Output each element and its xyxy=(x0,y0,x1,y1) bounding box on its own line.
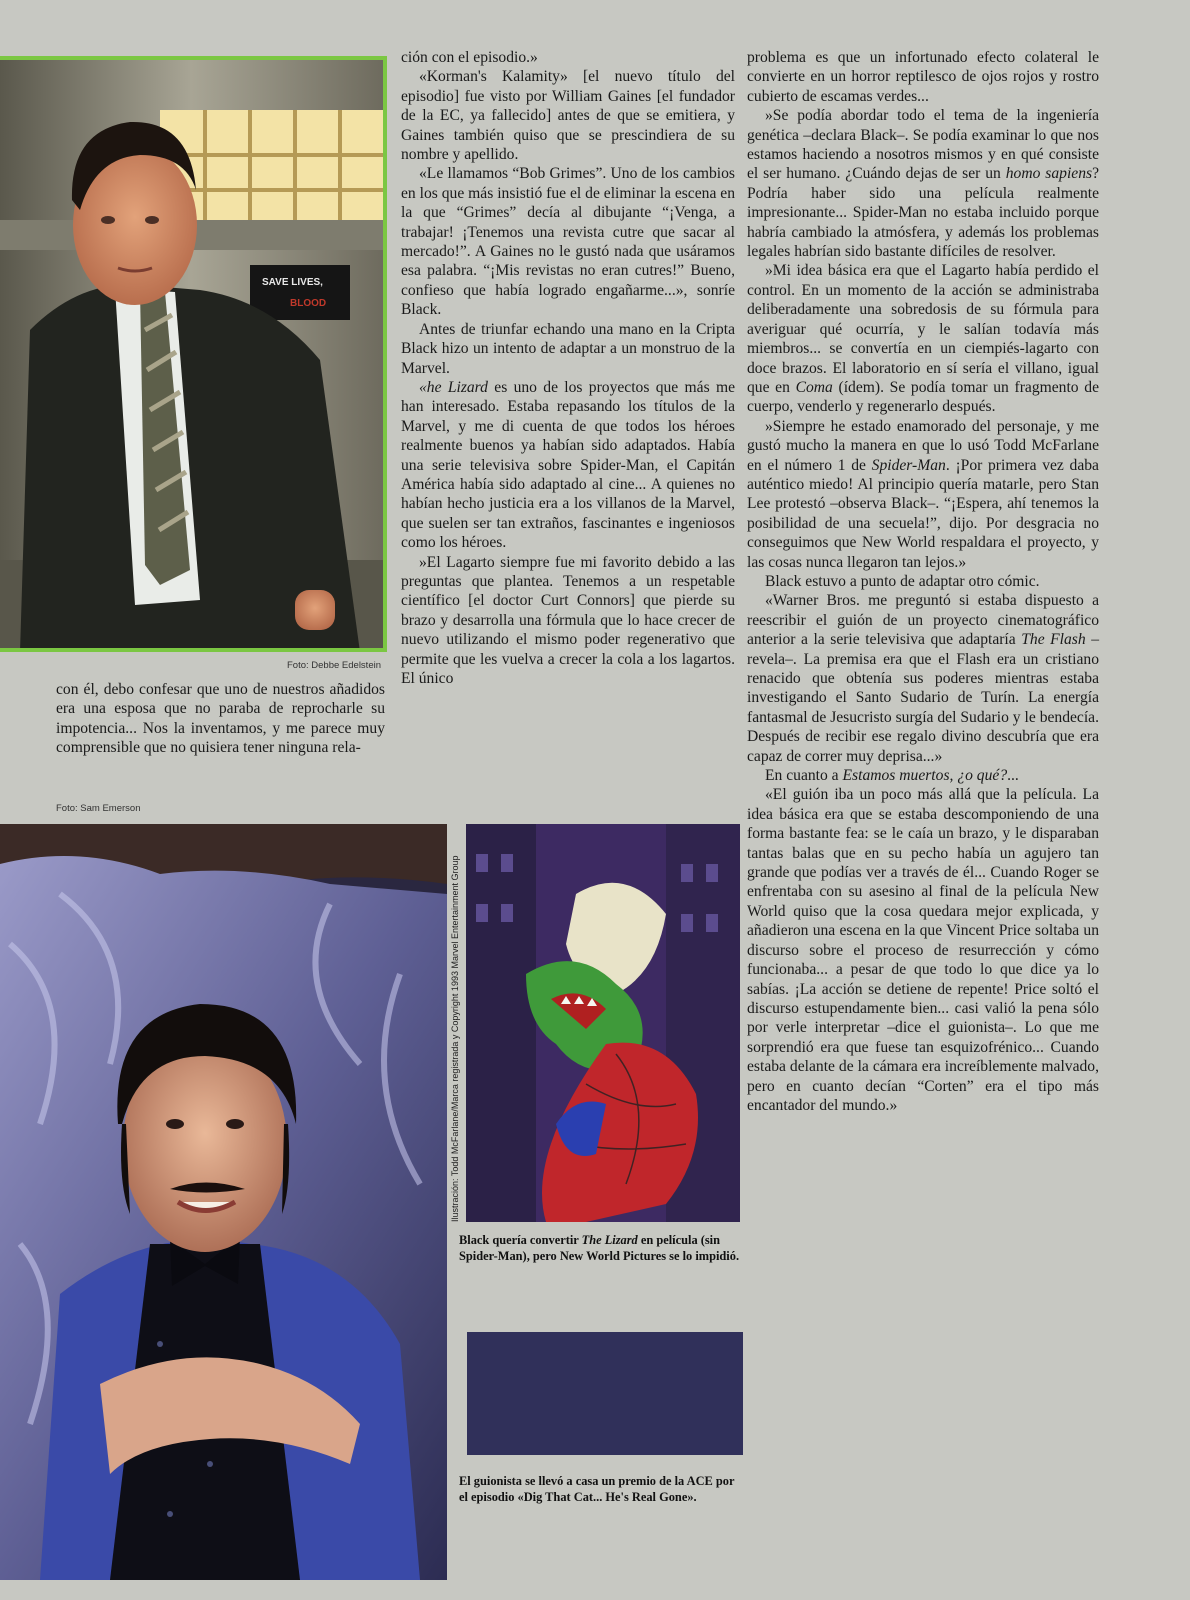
comic-credit: Ilustración: Todd McFarlane/Marca registrada y Copyright 1993 Marvel Entertainment Group xyxy=(450,855,460,1222)
column-2 xyxy=(401,48,735,688)
col2-paragraph-5 xyxy=(401,378,735,553)
col3-paragraph-4 xyxy=(747,417,1099,572)
poster-text-2: BLOOD xyxy=(290,298,327,309)
col2-paragraph-6: »El Lagarto siempre fue mi favorito debido a las preguntas que plantea. Tenemos a un respetable científico [el doctor Curt Connors] que pierde su brazo y desarrolla una fórmula que lo hace crecer de nuevo utilizando el mismo poder regenerativo que permite que les vuelva a crecer la cola a los lagartos. El único xyxy=(401,553,735,687)
col3-paragraph-6 xyxy=(747,591,1099,766)
col2-paragraph-2: «Korman's Kalamity» [el nuevo título del episodio] fue visto por William Gaines [el fundador de la EC, ya fallecido] antes de que se emitiera, y Gaines también quiso que se prescindiera de su nombre y apellido. xyxy=(401,68,735,164)
col3-p4-c: . ¡Por primera vez daba auténtico miedo! Al principio quería matarle, pero Stan Lee protestó –observa Black–. “¡Espera, ahí tenemos la posibilidad de una secuela!”, dijo. Por desgracia no conseguimos que New World respaldara el proyecto, y las cosas nunca llegaron tan lejos.» xyxy=(747,456,1099,571)
col3-p2-a: »Se podía abordar todo el tema de la ingeniería genética –declara Black–. Se podía examinar lo que nos estamos haciendo a nosotros mismos y en qué consiste el ser humano. ¿Cuándo dejas de ser un xyxy=(747,107,1099,183)
lizard-caption-part-1: Black quería convertir xyxy=(459,1233,582,1247)
comic-image xyxy=(466,824,740,1222)
col3-p6-a: «Warner Bros. me preguntó si estaba dispuesto a reescribir el guión de un proyecto cinematográfico anterior a la serie televisiva que adaptaría xyxy=(747,592,1099,649)
col3-paragraph-3 xyxy=(747,261,1099,416)
man-in-suit-illustration xyxy=(0,60,383,652)
poster-text-1: SAVE LIVES, xyxy=(262,277,323,288)
lizard-caption-title: The Lizard xyxy=(581,1233,638,1247)
col3-p7-italic: Estamos muertos, ¿o qué? xyxy=(842,767,1008,785)
col3-p7-a: En cuanto a xyxy=(765,767,843,785)
col3-p6-italic: The Flash xyxy=(1021,631,1086,649)
col2-paragraph-3: «Le llamamos “Bob Grimes”. Uno de los cambios en los que más insistió fue el de eliminar la escena en la que “Grimes” decía al dibujante “¡Venga, a trabajar! ¡Tenemos una revista cutre que sacar al mercado!”. A Gaines no le gustó nada que usáramos esa palabra. “¡Mis revistas no eran cutres!” Bueno, confieso que había logrado engañarme...», sonríe Black. xyxy=(401,165,735,319)
dark-image-block xyxy=(467,1332,743,1455)
col3-p2-italic: homo sapiens xyxy=(1005,165,1093,183)
col3-p3-c: (ídem). Se podía tomar un fragmento de cuerpo, venderlo y regenerarlo después. xyxy=(747,378,1099,416)
man-in-coffin-illustration xyxy=(0,824,447,1580)
lizard-spiderman-illustration xyxy=(466,824,740,1222)
col3-p3-a: »Mi idea básica era que el Lagarto había perdido el control. En un momento de la acción se administraba deliberadamente una sobredosis de su fórmula para averiguar qué ocurría, y le salían todavía más miembros... se convertía en un ciempiés-lagarto con doce brazos. El laboratorio en sí sería el villano, igual que en xyxy=(747,262,1099,396)
col3-paragraph-5: Black estuvo a punto de adaptar otro cómic. xyxy=(765,572,1040,590)
bottom-photo xyxy=(0,824,447,1580)
col2-p5-text: es uno de los proyectos que más me han interesado. Estaba repasando los títulos de la Marvel, y me di cuenta de que todos los héroes realmente buenos ya habían sido adaptados. Había una serie televisiva sobre Spider-Man, el Capitán América había sido adaptado al cine... A quienes no habían hecho justicia era a los villanos de la Marvel, que suelen ser tan extraños, fascinantes e ingeniosos como los héroes. xyxy=(401,378,735,552)
col2-p5-open: « xyxy=(419,378,427,396)
col3-paragraph-2 xyxy=(747,106,1099,261)
ace-caption: El guionista se llevó a casa un premio de la ACE por el episodio «Dig That Cat... He's Real Gone». xyxy=(459,1474,735,1504)
col3-p4-italic: Spider-Man xyxy=(871,456,946,474)
col3-p6-c: –revela–. La premisa era que el Flash era un cristiano renacido que obtenía sus poderes mientras estaba investigando el Santo Sudario de Turín. La energía fantasmal de Jesucristo surgía del Sudario y le bendecía. Después de recibir ese regalo divino descubría que era capaz de correr muy deprisa...» xyxy=(747,631,1099,765)
col3-p2-c: ? Podría haber sido una película realmente impresionante... Spider-Man no estaba incluido porque habría cambiado la atmósfera, y además los problemas legales habrían sido bastante difíciles de resolver. xyxy=(747,165,1099,261)
col1-paragraph-1: con él, debo confesar que uno de nuestros añadidos era una esposa que no paraba de reprocharle su impotencia... Nos la inventamos, y me parece muy comprensible que no quisiera tener ninguna rela- xyxy=(56,681,385,757)
col3-paragraph-8: «El guión iba un poco más allá que la película. La idea básica era que se estaba descomponiendo de una forma bastante fea: se le caía un brazo, y le disparaban tantas balas que en su pecho había un agujero tan grande que podías ver a través de él... Cuando Roger se enfrentaba con su asesino al final de la película New World quiso que la cosa quedara mejor explicada, y añadieron una escena en la que Vincent Price soltaba un discurso sobre el proceso de resurrección y cómo funcionaba... a pesar de que todo lo que dice ya lo sabías. ¡La acción se detiene de repente! Price soltó el discurso estupendamente bien... casi valió la pena sólo por verle interpretar –dice el guionista–. Lo que me sorprendió era que fuese tan esquizofrénico... Cuando estaba delante de la cámara era increíblemente malvado, pero en cuanto decían “Corten” era el tipo más encantador del mundo.» xyxy=(747,786,1099,1114)
top-photo xyxy=(0,56,387,652)
bottom-photo-credit: Foto: Sam Emerson xyxy=(56,803,141,814)
top-photo-credit: Foto: Debbe Edelstein xyxy=(287,660,382,671)
col3-p3-italic: Coma xyxy=(795,378,833,396)
lizard-caption xyxy=(459,1233,744,1264)
col2-p5-title: he Lizard xyxy=(426,378,488,396)
col3-p7-c: ... xyxy=(1007,767,1019,785)
lizard-caption-part-2: en película (sin Spider-Man), pero New World Pictures se lo impidió. xyxy=(459,1233,740,1263)
col3-p4-a: »Siempre he estado enamorado del personaje, y me gustó mucho la manera en que lo usó Todd McFarlane en el número 1 de xyxy=(747,417,1099,474)
col3-paragraph-7 xyxy=(747,766,1099,785)
column-3 xyxy=(747,48,1099,1115)
col2-paragraph-1: ción con el episodio.» xyxy=(401,49,538,66)
column-1 xyxy=(56,680,385,758)
col2-paragraph-4: Antes de triunfar echando una mano en la Cripta Black hizo un intento de adaptar a un monstruo de la Marvel. xyxy=(401,320,735,377)
col3-paragraph-1: problema es que un infortunado efecto colateral le convierte en un horror reptilesco de ojos rojos y rostro cubierto de escamas verdes... xyxy=(747,49,1099,105)
